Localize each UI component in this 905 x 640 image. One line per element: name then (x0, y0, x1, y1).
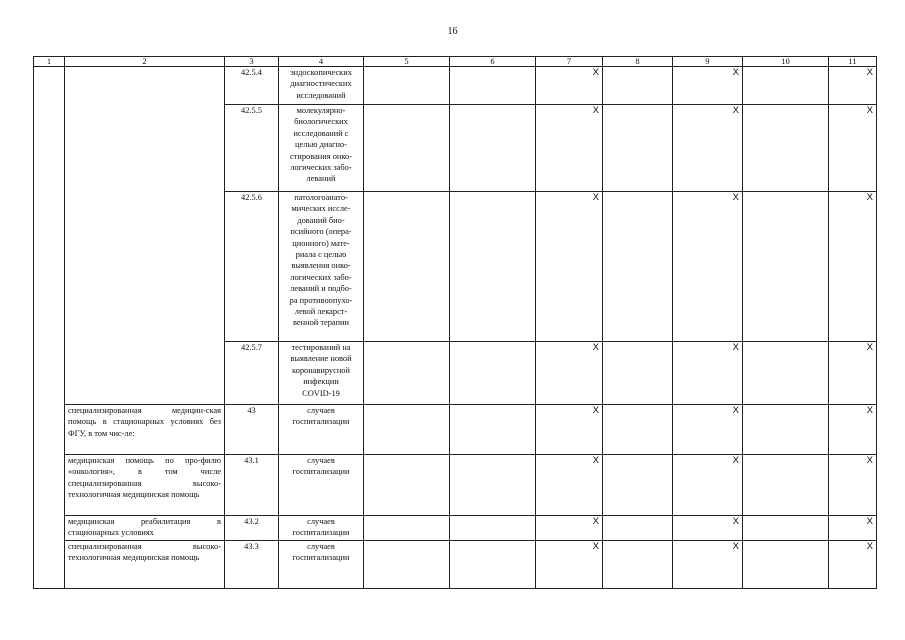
unit-line: стирования онко- (290, 151, 352, 161)
empty-cell (743, 541, 829, 589)
unit-line: коронавирусной (292, 365, 350, 375)
unit-cell (279, 342, 364, 405)
empty-cell (603, 405, 673, 455)
unit-line: леваний и подбо- (290, 284, 352, 294)
empty-cell (364, 455, 450, 516)
code-cell: 42.5.5 (225, 105, 279, 192)
table-row (34, 516, 877, 541)
col-header-11: 11 (829, 57, 877, 67)
unit-line: патологоанато- (294, 193, 348, 202)
empty-cell (603, 105, 673, 192)
empty-cell (743, 455, 829, 516)
unit-line: эндоскопических (290, 68, 352, 77)
unit-line: дований био- (297, 215, 345, 225)
unit-line: логических забо- (290, 163, 352, 173)
col1-empty-cell (34, 67, 65, 589)
unit-cell (279, 67, 364, 105)
x-mark: X (673, 541, 743, 589)
table-row (34, 67, 877, 105)
x-mark: X (536, 541, 603, 589)
empty-cell (450, 192, 536, 342)
empty-cell (450, 516, 536, 541)
empty-cell (603, 67, 673, 105)
empty-cell (450, 455, 536, 516)
unit-line: госпитализации (292, 553, 350, 563)
col-header-1: 1 (34, 57, 65, 67)
col-header-3: 3 (225, 57, 279, 67)
unit-line: выявления онко- (291, 261, 351, 271)
x-mark: X (673, 67, 743, 105)
empty-cell (450, 67, 536, 105)
empty-cell (743, 516, 829, 541)
unit-line: случаев (307, 406, 335, 415)
code-cell: 43.1 (225, 455, 279, 516)
unit-line: случаев (307, 542, 335, 551)
name-cell: специализированная высоко-технологичная медицинская помощь (65, 541, 225, 589)
col-header-8: 8 (603, 57, 673, 67)
x-mark: X (673, 105, 743, 192)
unit-cell (279, 541, 364, 589)
unit-line: мических иссле- (291, 204, 351, 214)
empty-cell (364, 405, 450, 455)
code-cell: 43 (225, 405, 279, 455)
unit-line: леваний (306, 174, 336, 184)
table-row (34, 455, 877, 516)
col-header-10: 10 (743, 57, 829, 67)
x-mark: X (673, 192, 743, 342)
unit-cell (279, 455, 364, 516)
empty-cell (743, 67, 829, 105)
unit-line: риала с целью (295, 250, 347, 260)
page-number: 16 (447, 26, 458, 37)
table-row (34, 405, 877, 455)
empty-cell (364, 541, 450, 589)
column-header-row (34, 57, 877, 67)
name-cell: медицинская помощь по про-филю «онкология», в том числе специализированная высоко-технологичная медицинская помощь (65, 455, 225, 516)
x-mark: X (536, 516, 603, 541)
code-cell: 42.5.4 (225, 67, 279, 105)
x-mark: X (536, 405, 603, 455)
code-cell: 42.5.6 (225, 192, 279, 342)
unit-cell (279, 405, 364, 455)
code-cell: 42.5.7 (225, 342, 279, 405)
unit-line: венной терапии (293, 318, 349, 328)
unit-cell (279, 105, 364, 192)
x-mark: X (673, 455, 743, 516)
x-mark: X (829, 342, 877, 405)
unit-cell (279, 192, 364, 342)
x-mark: X (536, 342, 603, 405)
empty-cell (603, 192, 673, 342)
col-header-2: 2 (65, 57, 225, 67)
data-table (33, 56, 877, 589)
name-cell: медицинская реабилитация в стационарных условиях (65, 516, 225, 541)
unit-line: госпитализации (292, 528, 350, 538)
empty-cell (743, 405, 829, 455)
empty-cell (743, 192, 829, 342)
empty-cell (364, 342, 450, 405)
unit-line: биологических (294, 117, 348, 127)
x-mark: X (536, 105, 603, 192)
empty-cell (450, 342, 536, 405)
unit-line: инфекции (303, 377, 339, 387)
unit-line: исследований с (293, 128, 349, 138)
code-cell: 43.2 (225, 516, 279, 541)
empty-cell (603, 516, 673, 541)
empty-cell (603, 541, 673, 589)
empty-cell (450, 541, 536, 589)
name-cell-empty (65, 67, 225, 405)
unit-line: COVID-19 (302, 388, 340, 398)
empty-cell (450, 405, 536, 455)
unit-cell (279, 516, 364, 541)
empty-cell (603, 455, 673, 516)
x-mark: X (829, 516, 877, 541)
unit-line: случаев (307, 456, 335, 465)
unit-line: тестирований на (291, 343, 351, 352)
unit-line: логических забо- (290, 272, 352, 282)
col-header-4: 4 (279, 57, 364, 67)
empty-cell (364, 105, 450, 192)
x-mark: X (829, 541, 877, 589)
unit-line: ционного) мате- (292, 238, 350, 248)
unit-line: выявление новой (290, 354, 352, 364)
x-mark: X (829, 455, 877, 516)
x-mark: X (673, 516, 743, 541)
unit-line: исследований (296, 90, 346, 100)
unit-line: целью диагно- (295, 140, 347, 150)
name-cell: специализированная медицин-ская помощь в стационарных условиях без ФГУ, в том чис-ле: (65, 405, 225, 455)
x-mark: X (673, 405, 743, 455)
col-header-7: 7 (536, 57, 603, 67)
col-header-9: 9 (673, 57, 743, 67)
x-mark: X (673, 342, 743, 405)
unit-line: псийного (опера- (290, 227, 352, 237)
empty-cell (364, 516, 450, 541)
empty-cell (603, 342, 673, 405)
empty-cell (743, 105, 829, 192)
empty-cell (450, 105, 536, 192)
x-mark: X (536, 192, 603, 342)
unit-line: левой лекарст- (294, 307, 348, 317)
empty-cell (743, 342, 829, 405)
unit-line: случаев (307, 517, 335, 526)
x-mark: X (536, 455, 603, 516)
unit-line: госпитализации (292, 467, 350, 477)
x-mark: X (829, 192, 877, 342)
empty-cell (364, 67, 450, 105)
unit-line: госпитализации (292, 417, 350, 427)
x-mark: X (829, 105, 877, 192)
x-mark: X (829, 405, 877, 455)
x-mark: X (829, 67, 877, 105)
unit-line: ра противоопухо- (289, 295, 353, 305)
empty-cell (364, 192, 450, 342)
col-header-5: 5 (364, 57, 450, 67)
table-row (34, 541, 877, 589)
col-header-6: 6 (450, 57, 536, 67)
unit-line: молекулярно- (296, 106, 346, 115)
x-mark: X (536, 67, 603, 105)
code-cell: 43.3 (225, 541, 279, 589)
unit-line: диагностических (290, 79, 352, 89)
